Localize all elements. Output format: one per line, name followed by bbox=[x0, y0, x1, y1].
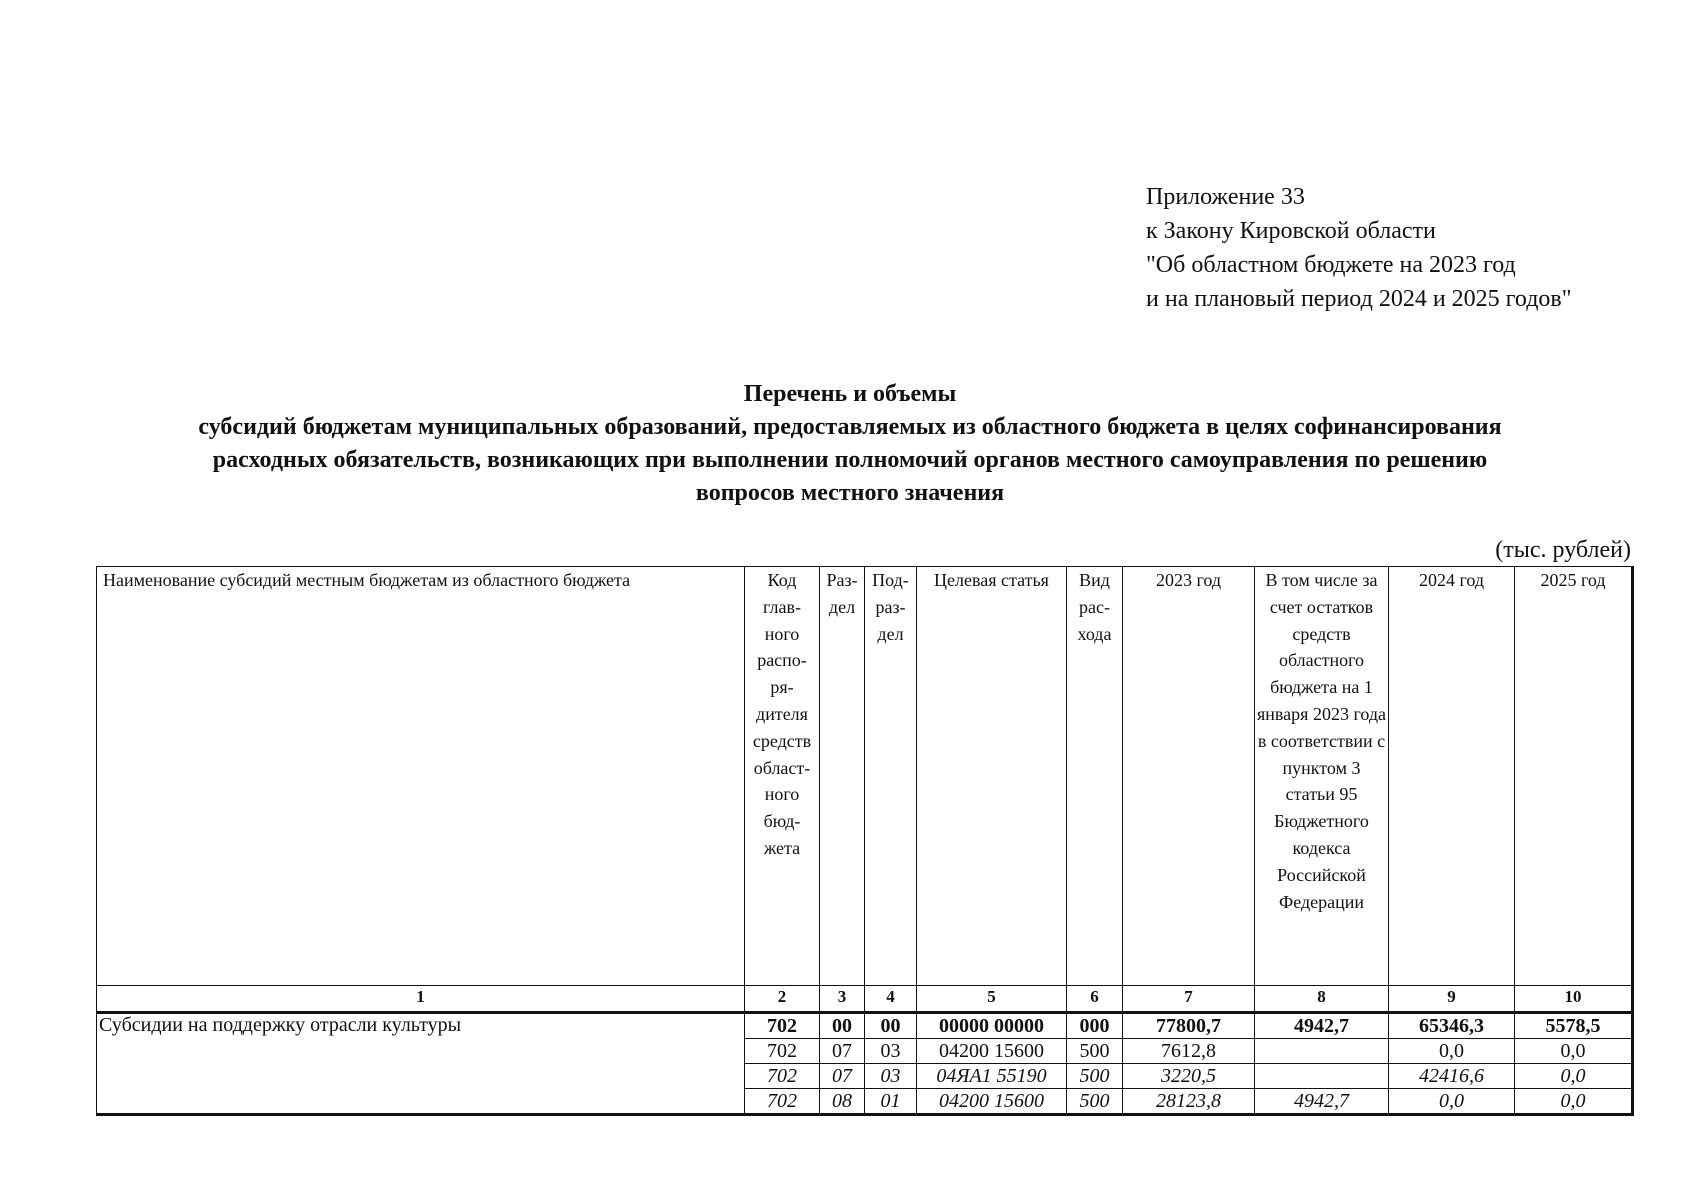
title-line-3: расходных обязательств, возникающих при выполнении полномочий органов местного самоуправления по решению bbox=[212, 447, 1488, 473]
cell-2024: 65346,3 bbox=[1389, 1013, 1515, 1039]
cell-2025: 5578,5 bbox=[1515, 1013, 1633, 1039]
header-remains: В том числе за счет остатков средств областного бюджета на 1 января 2023 года в соответствии с пунктом 3 статьи 95 Бюджетного кодекса Российской Федерации bbox=[1255, 567, 1389, 986]
header-code: Код глав-ного распо-ря-дителя средств област-ного бюд-жета bbox=[745, 567, 820, 986]
column-number: 6 bbox=[1067, 986, 1123, 1013]
table-header-row bbox=[97, 567, 1633, 986]
column-number-row bbox=[97, 986, 1633, 1013]
cell-code: 702 bbox=[745, 1039, 820, 1064]
annex-note bbox=[1146, 180, 1572, 316]
table-row bbox=[97, 1013, 1633, 1039]
cell-subsection: 00 bbox=[865, 1013, 917, 1039]
column-number: 2 bbox=[745, 986, 820, 1013]
column-number: 4 bbox=[865, 986, 917, 1013]
cell-section: 07 bbox=[820, 1064, 865, 1089]
cell-subsection: 01 bbox=[865, 1089, 917, 1115]
column-number: 5 bbox=[917, 986, 1067, 1013]
column-number: 8 bbox=[1255, 986, 1389, 1013]
cell-2025: 0,0 bbox=[1515, 1089, 1633, 1115]
cell-kind: 500 bbox=[1067, 1064, 1123, 1089]
cell-2025: 0,0 bbox=[1515, 1064, 1633, 1089]
header-2024: 2024 год bbox=[1389, 567, 1515, 986]
column-number: 10 bbox=[1515, 986, 1633, 1013]
annex-line-2: к Закону Кировской области bbox=[1146, 218, 1436, 244]
cell-2024: 0,0 bbox=[1389, 1089, 1515, 1115]
units-label: (тыс. рублей) bbox=[1495, 537, 1631, 563]
cell-2025: 0,0 bbox=[1515, 1039, 1633, 1064]
header-2025: 2025 год bbox=[1515, 567, 1633, 986]
subsidy-name: Субсидии на поддержку отрасли культуры bbox=[97, 1013, 745, 1115]
cell-subsection: 03 bbox=[865, 1039, 917, 1064]
cell-2024: 42416,6 bbox=[1389, 1064, 1515, 1089]
cell-kind: 500 bbox=[1067, 1039, 1123, 1064]
header-kind: Вид рас-хода bbox=[1067, 567, 1123, 986]
cell-2023: 3220,5 bbox=[1123, 1064, 1255, 1089]
title-line-4: вопросов местного значения bbox=[695, 480, 1005, 506]
annex-line-3: "Об областном бюджете на 2023 год bbox=[1146, 252, 1516, 278]
column-number: 7 bbox=[1123, 986, 1255, 1013]
header-target: Целевая статья bbox=[917, 567, 1067, 986]
cell-code: 702 bbox=[745, 1089, 820, 1115]
cell-section: 08 bbox=[820, 1089, 865, 1115]
cell-section: 07 bbox=[820, 1039, 865, 1064]
cell-remains bbox=[1255, 1064, 1389, 1089]
cell-2023: 28123,8 bbox=[1123, 1089, 1255, 1115]
cell-remains: 4942,7 bbox=[1255, 1089, 1389, 1115]
cell-subsection: 03 bbox=[865, 1064, 917, 1089]
cell-target: 04200 15600 bbox=[917, 1089, 1067, 1115]
column-number: 1 bbox=[97, 986, 745, 1013]
cell-remains bbox=[1255, 1039, 1389, 1064]
cell-section: 00 bbox=[820, 1013, 865, 1039]
header-2023: 2023 год bbox=[1123, 567, 1255, 986]
title-line-1: Перечень и объемы bbox=[743, 381, 957, 407]
header-name: Наименование субсидий местным бюджетам из областного бюджета bbox=[97, 567, 745, 986]
cell-2023: 7612,8 bbox=[1123, 1039, 1255, 1064]
annex-line-1: Приложение 33 bbox=[1146, 184, 1305, 210]
header-section: Раз-дел bbox=[820, 567, 865, 986]
cell-2024: 0,0 bbox=[1389, 1039, 1515, 1064]
cell-target: 04200 15600 bbox=[917, 1039, 1067, 1064]
column-number: 3 bbox=[820, 986, 865, 1013]
header-subsection: Под-раз-дел bbox=[865, 567, 917, 986]
column-number: 9 bbox=[1389, 986, 1515, 1013]
cell-2023: 77800,7 bbox=[1123, 1013, 1255, 1039]
cell-kind: 500 bbox=[1067, 1089, 1123, 1115]
cell-target: 04ЯА1 55190 bbox=[917, 1064, 1067, 1089]
cell-code: 702 bbox=[745, 1013, 820, 1039]
subsidy-table bbox=[96, 566, 1634, 1116]
cell-code: 702 bbox=[745, 1064, 820, 1089]
cell-target: 00000 00000 bbox=[917, 1013, 1067, 1039]
document-title bbox=[100, 378, 1600, 510]
title-line-2: субсидий бюджетам муниципальных образований, предоставляемых из областного бюджета в целях софинансирования bbox=[198, 414, 1502, 440]
cell-remains: 4942,7 bbox=[1255, 1013, 1389, 1039]
annex-line-4: и на плановый период 2024 и 2025 годов" bbox=[1146, 286, 1572, 312]
cell-kind: 000 bbox=[1067, 1013, 1123, 1039]
